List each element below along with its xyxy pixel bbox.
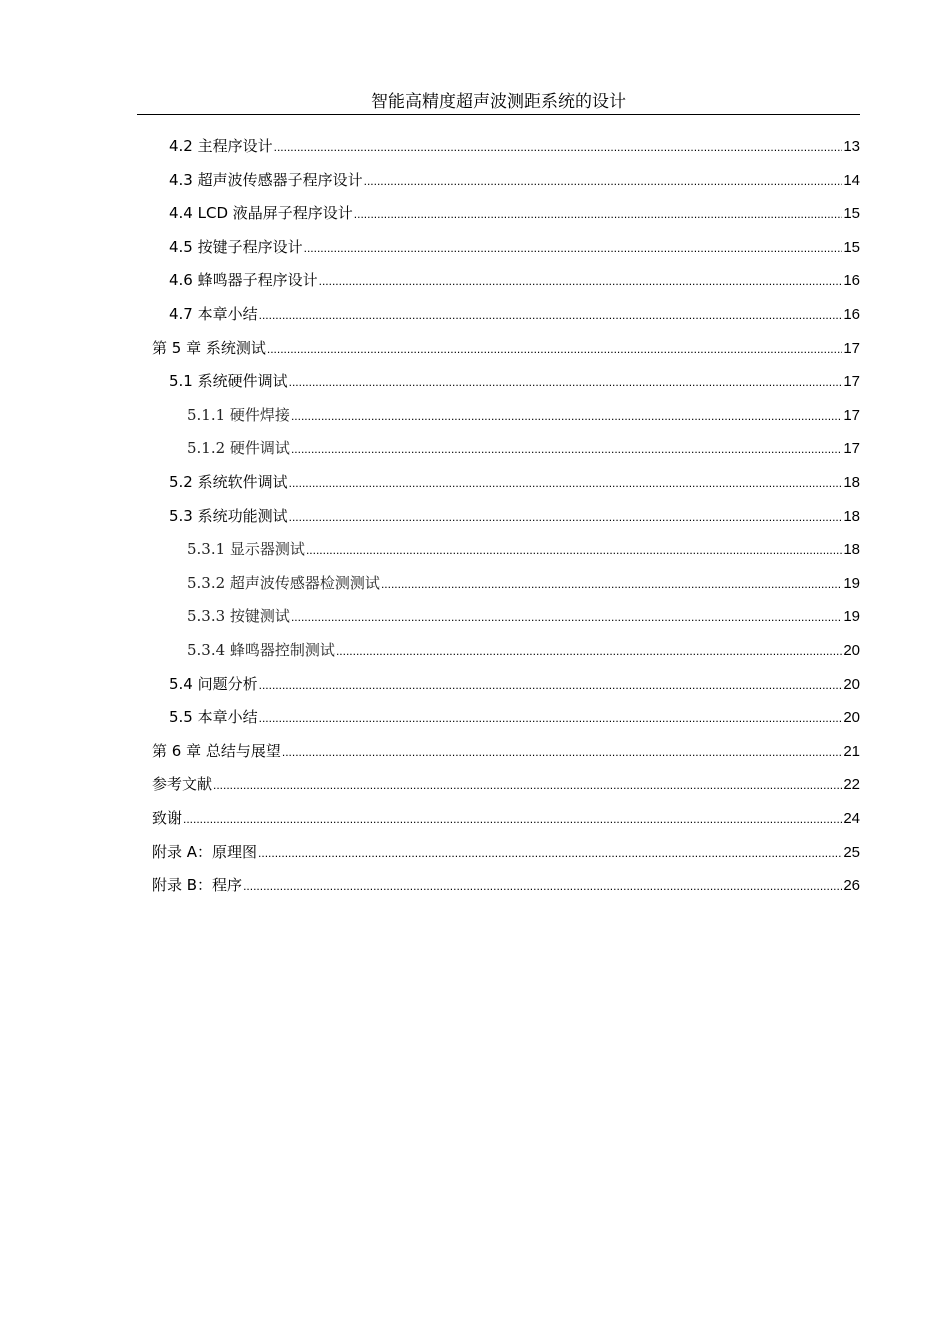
toc-dot-leader — [289, 471, 843, 495]
toc-entry[interactable] — [187, 537, 860, 561]
toc-dot-leader — [291, 404, 842, 428]
toc-dot-leader — [304, 236, 843, 260]
toc-entry[interactable] — [169, 504, 860, 528]
toc-entry-label: 4.2 主程序设计 — [169, 137, 273, 155]
toc-dot-leader — [291, 605, 842, 629]
toc-entry-label: 5.3.4 蜂鸣器控制测试 — [187, 641, 335, 659]
toc-entry[interactable] — [169, 369, 860, 393]
toc-entry-label: 附录 A：原理图 — [152, 842, 258, 861]
toc-entry-page-number: 24 — [843, 810, 860, 827]
toc-entry-page-number: 25 — [843, 843, 860, 861]
toc-entry-label: 4.3 超声波传感器子程序设计 — [169, 170, 363, 189]
toc-dot-leader — [259, 303, 843, 327]
toc-entry[interactable] — [169, 302, 860, 326]
toc-entry-label: 5.4 问题分析 — [169, 674, 258, 693]
toc-entry[interactable] — [152, 840, 860, 864]
toc-entry-label: 第 6 章 总结与展望 — [152, 741, 281, 760]
toc-entry-label: 5.3.2 超声波传感器检测测试 — [187, 573, 380, 592]
toc-entry-page-number: 16 — [843, 272, 860, 290]
toc-entry[interactable] — [169, 268, 860, 292]
toc-entry-page-number: 19 — [843, 608, 860, 626]
toc-entry[interactable] — [187, 571, 860, 595]
toc-dot-leader — [282, 740, 842, 764]
toc-entry[interactable] — [187, 436, 860, 460]
toc-entry[interactable] — [169, 705, 860, 729]
page-header-title: 智能高精度超声波测距系统的设计 — [371, 92, 626, 112]
toc-entry-label: 4.7 本章小结 — [169, 305, 258, 323]
toc-dot-leader — [259, 706, 843, 730]
toc-entry-label: 第 5 章 系统测试 — [152, 338, 266, 357]
toc-entry[interactable] — [169, 470, 860, 494]
toc-entry-page-number: 17 — [843, 406, 860, 424]
toc-entry[interactable] — [169, 168, 860, 192]
toc-entry-page-number: 20 — [843, 709, 860, 727]
toc-entry[interactable] — [152, 336, 860, 360]
toc-entry[interactable] — [152, 739, 860, 763]
toc-entry-label: 5.3.3 按键测试 — [187, 607, 290, 626]
toc-dot-leader — [213, 773, 842, 797]
toc-dot-leader — [336, 639, 842, 663]
toc-dot-leader — [291, 437, 842, 461]
toc-entry[interactable] — [152, 772, 860, 796]
toc-entry[interactable] — [169, 134, 860, 158]
toc-entry-label: 附录 B：程序 — [152, 876, 243, 895]
toc-entry[interactable] — [187, 638, 860, 662]
toc-entry-page-number: 17 — [843, 440, 860, 458]
toc-dot-leader — [267, 337, 842, 361]
toc-entry-label: 5.1.2 硬件调试 — [187, 439, 290, 458]
toc-entry-label: 5.1.1 硬件焊接 — [187, 405, 290, 424]
toc-entry-page-number: 13 — [843, 138, 860, 155]
toc-dot-leader — [258, 841, 842, 865]
toc-entry-page-number: 15 — [843, 205, 860, 223]
toc-dot-leader — [319, 269, 843, 293]
toc-entry[interactable] — [169, 672, 860, 696]
toc-entry-label: 5.3 系统功能测试 — [169, 506, 288, 525]
toc-dot-leader — [259, 673, 843, 697]
toc-entry-page-number: 18 — [843, 474, 860, 491]
toc-entry-page-number: 20 — [843, 642, 860, 659]
toc-entry[interactable] — [152, 873, 860, 897]
toc-entry-page-number: 18 — [843, 541, 860, 559]
toc-entry-page-number: 21 — [843, 742, 860, 760]
toc-entry-label: 5.3.1 显示器测试 — [187, 540, 305, 559]
toc-entry-label: 参考文献 — [152, 775, 213, 794]
toc-dot-leader — [243, 874, 842, 898]
toc-entry-page-number: 16 — [843, 306, 860, 323]
toc-entry-label: 4.6 蜂鸣器子程序设计 — [169, 271, 318, 290]
toc-entry-label: 5.1 系统硬件调试 — [169, 372, 288, 391]
toc-dot-leader — [354, 202, 843, 226]
toc-entry-page-number: 19 — [843, 574, 860, 592]
toc-dot-leader — [289, 370, 843, 394]
toc-entry[interactable] — [169, 235, 860, 259]
toc-entry-label: 4.5 按键子程序设计 — [169, 237, 303, 256]
toc-dot-leader — [274, 135, 843, 159]
toc-entry-label: 4.4 LCD 液晶屏子程序设计 — [169, 204, 353, 223]
toc-entry-page-number: 15 — [843, 238, 860, 256]
toc-entry-page-number: 14 — [843, 171, 860, 189]
toc-dot-leader — [381, 572, 842, 596]
toc-dot-leader — [306, 538, 842, 562]
toc-entry[interactable] — [152, 806, 860, 830]
toc-entry[interactable] — [187, 604, 860, 628]
toc-dot-leader — [364, 169, 843, 193]
header-divider — [137, 114, 860, 115]
toc-entry[interactable] — [169, 201, 860, 225]
toc-entry-label: 5.5 本章小结 — [169, 708, 258, 727]
toc-entry-page-number: 26 — [843, 877, 860, 895]
toc-dot-leader — [289, 505, 843, 529]
toc-entry-label: 致谢 — [152, 809, 183, 827]
toc-entry-page-number: 17 — [843, 373, 860, 391]
toc-entry-label: 5.2 系统软件调试 — [169, 473, 288, 491]
toc-entry-page-number: 17 — [843, 339, 860, 357]
toc-entry-page-number: 22 — [843, 776, 860, 794]
toc-entry-page-number: 18 — [843, 507, 860, 525]
toc-entry-page-number: 20 — [843, 675, 860, 693]
toc-entry[interactable] — [187, 403, 860, 427]
toc-dot-leader — [183, 807, 842, 831]
